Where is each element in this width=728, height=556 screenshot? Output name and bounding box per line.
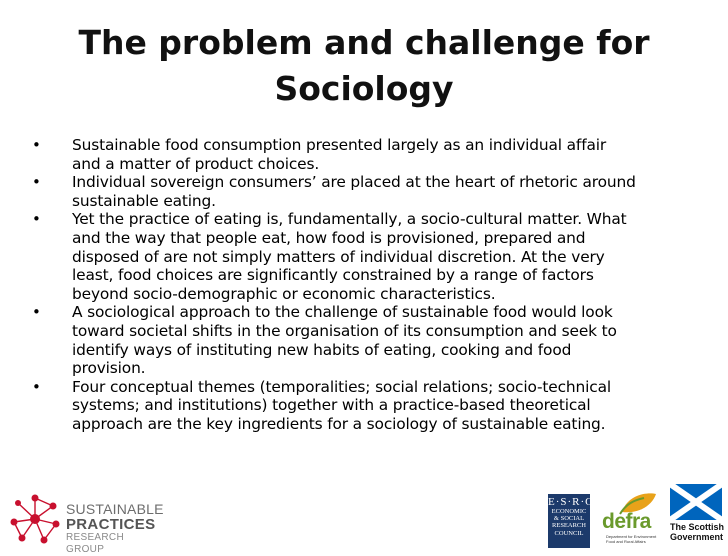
spr-logo-text xyxy=(66,502,164,556)
defra-logo xyxy=(600,492,662,548)
spr-line-2: PRACTICES xyxy=(66,516,156,533)
esrc-line-5: COUNCIL xyxy=(554,529,584,537)
esrc-line-2: ECONOMIC xyxy=(551,508,587,515)
scotgov-text xyxy=(670,522,724,542)
scotgov-line-1: The Scottish xyxy=(670,522,725,532)
bullet-line: sustainable eating. xyxy=(72,191,216,210)
spr-logo xyxy=(8,490,164,555)
bullet-line: and the way that people eat, how food is provisioned, prepared and xyxy=(72,228,586,247)
saltire-flag-icon xyxy=(670,484,722,520)
bullet-item xyxy=(32,173,698,210)
bullet-marker: • xyxy=(32,173,41,192)
spr-line-1: SUSTAINABLE xyxy=(66,501,164,517)
bullet-line: disposed of are not simply matters of individual discretion. At the very xyxy=(72,247,605,266)
bullet-line: identify ways of instituting new habits of eating, cooking and food xyxy=(72,340,572,359)
scottish-government-logo xyxy=(667,482,725,546)
spr-line-3: RESEARCH GROUP xyxy=(66,532,124,555)
bullet-line: beyond socio-demographic or economic characteristics. xyxy=(72,284,496,303)
bullet-item xyxy=(32,303,698,377)
esrc-line-4: RESEARCH xyxy=(552,522,586,530)
bullet-line: provision. xyxy=(72,359,146,378)
esrc-line-3: & SOCIAL xyxy=(553,515,585,523)
defra-subtitle: Department for Environment Food and Rural Affairs xyxy=(606,534,657,544)
bullet-line: and a matter of product choices. xyxy=(72,154,320,173)
bullet-line: Four conceptual themes (temporalities; social relations; socio-technical xyxy=(72,377,611,396)
bullet-item xyxy=(32,378,698,434)
bullet-line: Sustainable food consumption presented largely as an individual affair xyxy=(72,136,607,154)
bullet-line: approach are the key ingredients for a sociology of sustainable eating. xyxy=(72,414,606,433)
bullet-marker: • xyxy=(32,303,41,322)
bullet-line: A sociological approach to the challenge of sustainable food would look xyxy=(72,303,613,322)
bullet-line: least, food choices are significantly constrained by a range of factors xyxy=(72,266,594,285)
network-dots-icon xyxy=(8,492,62,546)
bullet-line: Yet the practice of eating is, fundamentally, a socio-cultural matter. What xyxy=(72,210,627,229)
bullet-item xyxy=(32,210,698,303)
bullet-line: systems; and institutions) together with a practice-based theoretical xyxy=(72,396,591,415)
bullet-marker: • xyxy=(32,136,41,154)
bullet-marker: • xyxy=(32,377,41,396)
esrc-logo xyxy=(548,494,594,548)
esrc-line-1: E·S·R·C xyxy=(548,496,594,508)
bullet-item xyxy=(32,136,698,173)
bullet-line: toward societal shifts in the organisation of its consumption and seek to xyxy=(72,321,617,340)
title-line-1: The problem and challenge for xyxy=(78,23,650,62)
defra-wordmark: defra xyxy=(602,510,651,533)
bullet-list xyxy=(32,136,698,434)
scotgov-line-2: Government xyxy=(670,532,724,542)
slide-title xyxy=(60,20,668,112)
bullet-marker: • xyxy=(32,210,41,229)
footer-logos xyxy=(0,480,728,555)
title-line-2: Sociology xyxy=(274,69,454,108)
bullet-line: Individual sovereign consumers’ are placed at the heart of rhetoric around xyxy=(72,173,636,192)
